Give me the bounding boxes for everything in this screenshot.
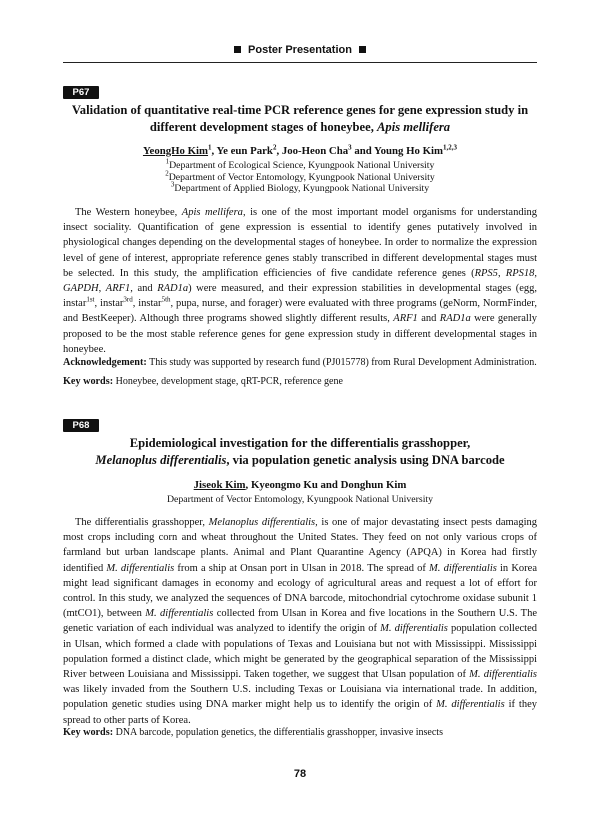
poster-code-badge: P68 — [63, 419, 99, 432]
section-header — [0, 44, 600, 56]
title-species: Melanoplus differentialis — [95, 453, 227, 467]
author-list: YeongHo Kim$^1$, Ye eun Park$^2$, Joo-Heon Cha$^3$ and Young Ho Kim$^{1,2,3}$ — [142, 143, 458, 157]
author-presenter: YeongHo Kim — [142, 145, 209, 157]
abstract — [63, 205, 537, 357]
title-line-1: Validation of quantitative real-time PCR reference genes for gene expression study in — [71, 103, 529, 117]
author-sup: 3 — [348, 143, 352, 152]
author-presenter: Jiseok Kim — [193, 479, 246, 491]
square-bullet-icon — [359, 46, 366, 53]
abstract-paragraph: The differentialis grasshopper, Melanoplus differentialis, is one of major devastating insect pests damaging most crops including corn and wheat throughout the United States. They feed on not only various crops of farmland but urban landscape plants. Animal and Plant Quarantine Agency (APQA) in Korea had firstly identified M. differentialis from a ship at Onsan port in Ulsan in 2018. The spread of M. differentialis in Korea might lead significant damages in economy and ecology of agricultural areas and request a lot of effort for control. In this study, we analyzed the sequences of DNA barcode, mitochondrial cytochrome oxidase subunit 1 (mtCO1), between M. differentialis collected from Ulsan in Korea and five locations in the Southern U.S. The genetic variation of each individual was analyzed to identify the origin of M. differentialis population collected in Ulsan, which formed a clade with populations of Texas and Louisiana but not with Mississippi. Mississippi population formed a distinct clade, which might be generated by the geographical separation of the Mississippi River between Louisiana and Mississippi. Taken together, we suggest that Ulsan population of M. differentialis was likely invaded from the Southern U.S. including Texas or Louisiana via international trade. In addition, population genetic studies using DNA marker might help us to identify the origin of M. differentialis if they spread to other parts of Korea. — [63, 517, 537, 726]
abstract — [63, 515, 537, 728]
ack-text: This study was supported by research fund (PJ015778) from Rural Development Administration. — [146, 357, 537, 368]
paper-title — [63, 435, 537, 469]
author: Ye eun Park — [216, 145, 273, 157]
author-sup: 1,2,3 — [443, 143, 458, 152]
section-header-label: Poster Presentation — [248, 44, 352, 56]
author-sup: 1 — [208, 143, 212, 152]
author-rest: , Kyeongmo Ku and Donghun Kim — [245, 479, 407, 491]
ack-label: Acknowledgement: — [63, 357, 147, 368]
affiliation: Department of Vector Entomology, Kyungpook National University — [166, 494, 434, 505]
square-bullet-icon — [234, 46, 241, 53]
author: Young Ho Kim — [374, 145, 444, 157]
author-conjunction: and — [351, 145, 375, 157]
title-line-2: different development stages of honeybee, — [149, 120, 377, 134]
keywords-label: Key words: — [63, 727, 114, 738]
author-list — [63, 478, 537, 492]
acknowledgement — [63, 356, 537, 370]
keywords-label: Key words: — [63, 376, 114, 387]
keywords — [63, 726, 537, 740]
poster-code-badge: P67 — [63, 86, 99, 99]
header-divider — [63, 62, 537, 63]
title-line-1: Epidemiological investigation for the differentialis grasshopper, — [129, 436, 471, 450]
affiliation: $^2$Department of Vector Entomology, Kyungpook National University — [165, 169, 435, 183]
keywords-text: DNA barcode, population genetics, the differentialis grasshopper, invasive insects — [113, 727, 443, 738]
affiliation: $^1$Department of Ecological Science, Kyungpook National University — [165, 157, 435, 171]
affiliation: $^3$Department of Applied Biology, Kyungpook National University — [170, 180, 430, 194]
page-number: 78 — [293, 768, 307, 780]
author-sup: 2 — [272, 143, 277, 152]
title-species: Apis mellifera — [377, 120, 451, 134]
author: Joo-Heon Cha — [281, 145, 349, 157]
affiliations — [63, 157, 537, 195]
abstract-paragraph: The Western honeybee, Apis mellifera, is one of the most important model organisms for understanding insect sociality. Quantification of gene expression is essential to identify genes putatively involved in physiological changes depending on the developmental stages of honeybee. In order to normalize the expression level of gene of interest, appropriate reference genes stably transcribed in different developmental stages must be selected. In this study, the amplification efficiencies of five candidate reference genes (RPS5, RPS18, GAPDH, ARF1, and RAD1a) were measured, and their expression stabilities in developmental stages (egg, instar$^{1st}$, instar$^{3rd}$, instar$^{5th}$, pupa, nurse, and forager) were evaluated with three programs (geNorm, NormFinder, and BestKeeper). Although three programs showed slightly different results, ARF1 and RAD1a were generally proposed to be the most stable reference genes for gene expression study in different developmental stages in honeybee. — [63, 207, 538, 355]
paper-title — [63, 102, 537, 136]
keywords-text: Honeybee, development stage, qRT-PCR, reference gene — [113, 376, 343, 387]
affiliations — [63, 494, 537, 506]
keywords — [63, 375, 537, 389]
title-line-2: , via population genetic analysis using DNA barcode — [226, 453, 505, 467]
